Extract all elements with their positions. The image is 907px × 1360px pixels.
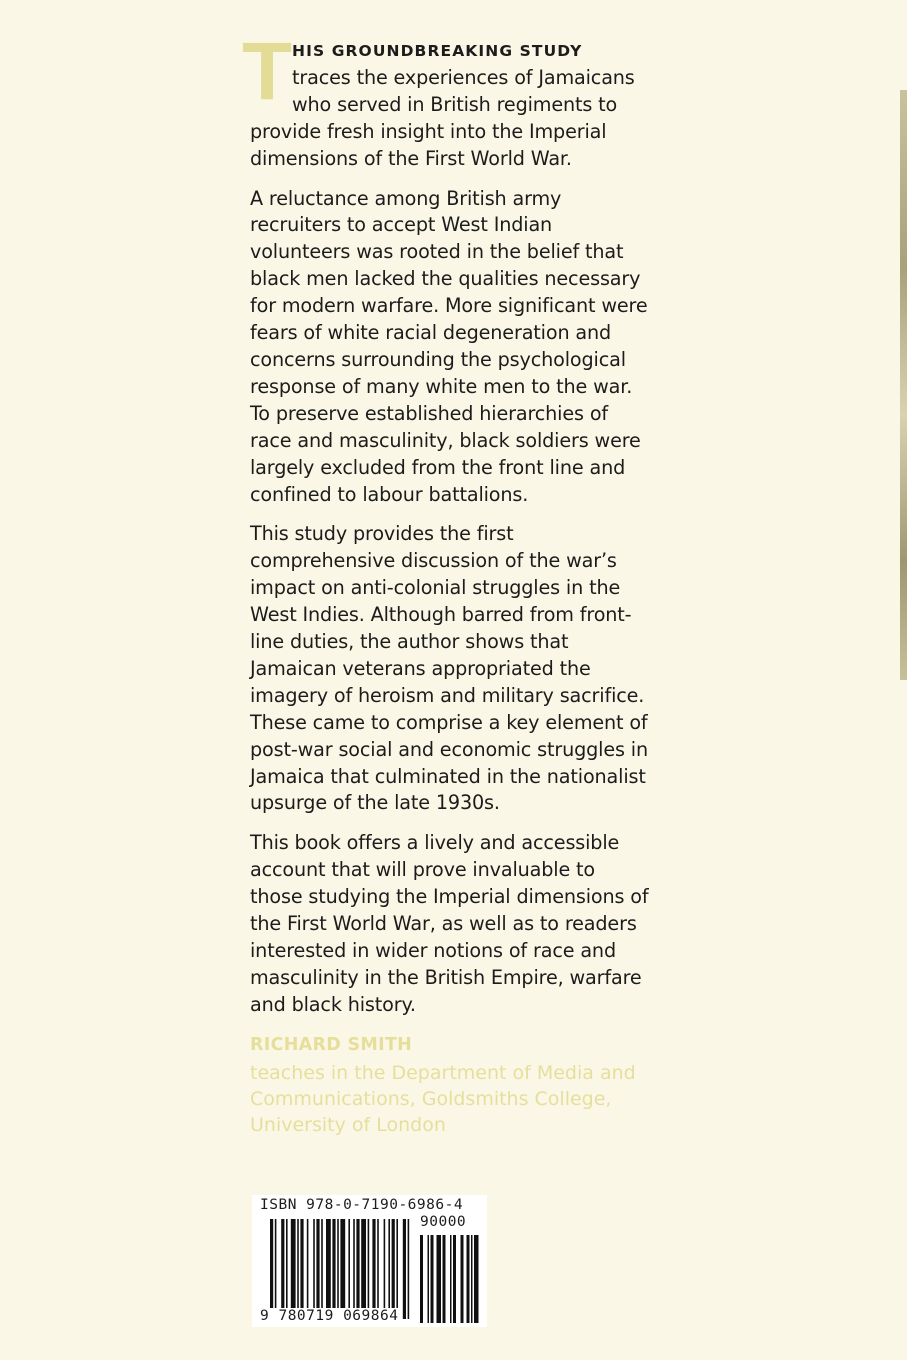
barcode-bar: [340, 1219, 345, 1319]
barcode-bar: [388, 1219, 390, 1319]
addon-bar: [420, 1235, 423, 1323]
paragraph-study: This study provides the first comprehensive discussion of the war’s impact on anti-colonial struggles in the West Indies. Although barred from front-line duties, the author shows that Jamaican veterans appropriated the imagery of heroism and military sacrifice. These came to comprise a key element of post-war social and economic struggles in Jamaica that culminated in the nationalist upsurge of the late 1930s.: [250, 522, 648, 815]
barcode-bar: [337, 1219, 339, 1319]
barcode-bar: [396, 1219, 398, 1319]
barcode-bar: [356, 1219, 359, 1319]
addon-bar: [474, 1235, 479, 1323]
lead-heading: HIS GROUNDBREAKING STUDY: [292, 42, 583, 60]
barcode-bar: [408, 1219, 410, 1319]
barcode-bar: [368, 1219, 370, 1319]
lead-paragraph: [250, 38, 650, 173]
barcode-bar: [377, 1219, 379, 1319]
barcode-bar: [332, 1219, 335, 1319]
lead-line: who served in British regiments to: [292, 92, 618, 116]
paragraph-recruitment: A reluctance among British army recruiters to accept West Indian volunteers was rooted in the belief that black men lacked the qualities necessary for modern warfare. More significant were fears of white racial degeneration and concerns surrounding the psychological response of many white men to the war. To preserve established hierarchies of race and masculinity, black soldiers were largely excluded from the front line and confined to labour battalions.: [250, 186, 648, 506]
barcode-bar: [403, 1219, 406, 1319]
barcode-bar: [286, 1219, 288, 1319]
drop-cap: T: [242, 26, 293, 117]
lead-rest: provide fresh insight into the Imperial dimensions of the First World War.: [250, 119, 607, 170]
author-bio: teaches in the Department of Media and Communications, Goldsmiths College, University of London: [250, 1061, 636, 1136]
ean-number: 9 780719 069864: [260, 1308, 399, 1324]
barcode-bar: [348, 1219, 350, 1319]
addon-bar: [467, 1235, 470, 1323]
addon-bar: [443, 1235, 446, 1323]
isbn-number: ISBN 978-0-7190-6986-4: [260, 1197, 464, 1213]
addon-bar: [453, 1235, 456, 1323]
barcode-bar: [326, 1219, 331, 1319]
author-name: RICHARD SMITH: [250, 1034, 413, 1055]
barcode-bar: [384, 1219, 386, 1319]
addon-bar: [431, 1235, 434, 1323]
barcode-bar: [270, 1219, 273, 1319]
isbn-barcode: [252, 1195, 487, 1327]
paragraph-audience: This book offers a lively and accessible account that will prove invaluable to those studying the Imperial dimensions of the First World War, as well as to readers interested in wider notions of race and masculinity in the British Empire, warfare and black history.: [250, 831, 649, 1016]
barcode-bar: [300, 1219, 303, 1319]
addon-bar: [437, 1235, 442, 1323]
barcode-bar: [316, 1219, 319, 1319]
barcode-bar: [281, 1219, 284, 1319]
barcode-bar: [297, 1219, 299, 1319]
barcode-bar: [313, 1219, 315, 1319]
barcode-bar: [275, 1219, 277, 1319]
addon-bar: [428, 1235, 430, 1323]
addon-bar: [461, 1235, 464, 1323]
blurb-column: [250, 38, 650, 1138]
barcode-bar: [353, 1219, 355, 1319]
cover-image-edge: [900, 90, 907, 680]
barcode-bar: [307, 1219, 309, 1319]
barcode-bar: [392, 1219, 395, 1319]
author-block: [250, 1032, 650, 1138]
barcode-bar: [321, 1219, 323, 1319]
barcode-bar: [372, 1219, 375, 1319]
addon-bar: [471, 1235, 473, 1323]
barcode-bar: [361, 1219, 366, 1319]
barcode-bar: [291, 1219, 296, 1319]
lead-line: traces the experiences of Jamaicans: [292, 65, 635, 89]
price-code: 90000: [420, 1214, 467, 1230]
addon-bar: [450, 1235, 452, 1323]
